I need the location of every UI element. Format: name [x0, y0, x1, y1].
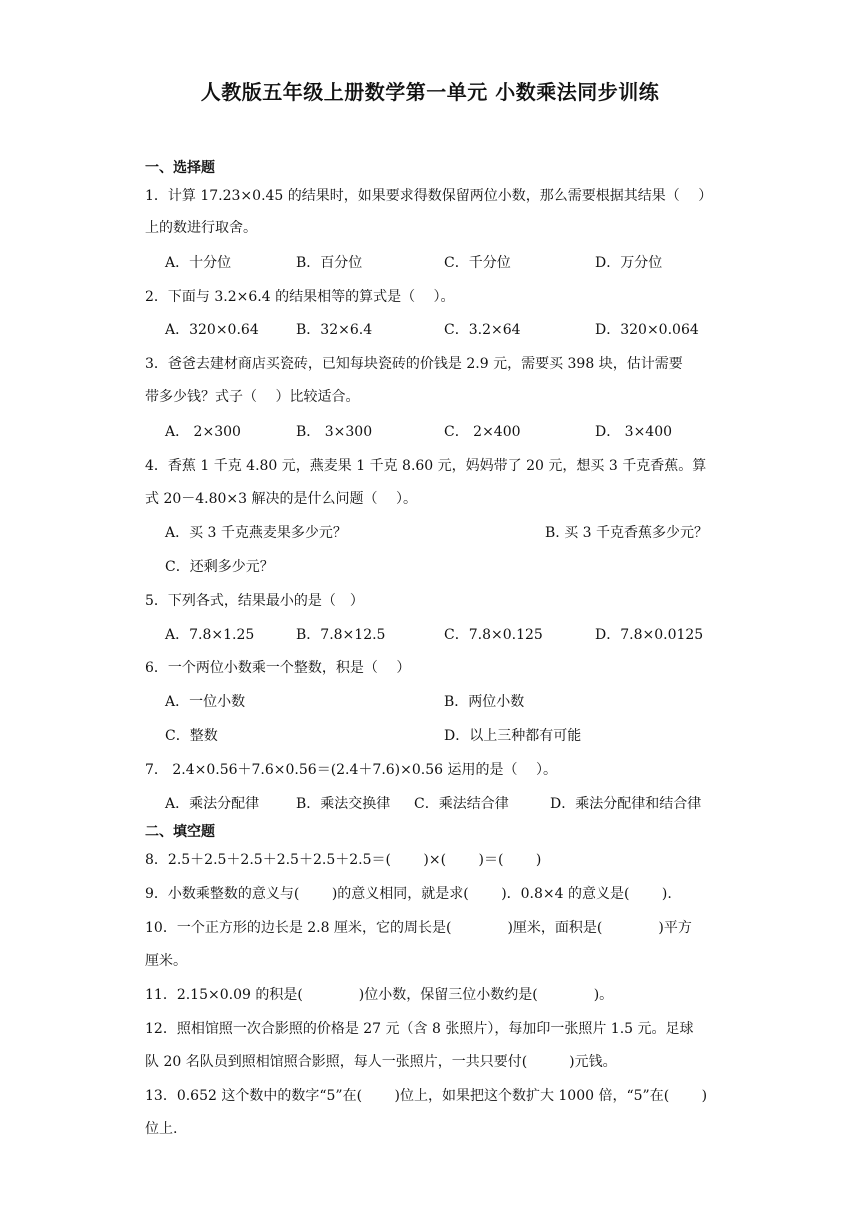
q4-option-a: A．买 3 千克燕麦果多少元？ [165, 525, 347, 541]
q6-option-b: B．两位小数 [444, 694, 525, 710]
q2-option-b: B．32×6.4 [296, 322, 373, 338]
q6-option-a: A．一位小数 [165, 694, 246, 710]
q1-option-a: A．十分位 [165, 255, 232, 271]
question-3-text: 3．爸爸去建材商店买瓷砖，已知每块瓷砖的价钱是 2.9 元，需要买 398 块，估计需要 [145, 356, 683, 372]
question-5-text: 5．下列各式，结果最小的是（ ） [145, 593, 364, 609]
question-2-text: 2．下面与 3.2×6.4 的结果相等的算式是（ ）。 [145, 289, 455, 305]
question-13-text: 13．0.652 这个数中的数字“5”在( )位上，如果把这个数扩大 1000 倍，“5”在( ) [145, 1088, 708, 1104]
question-6-text: 6．一个两位小数乘一个整数，积是（ ） [145, 660, 411, 676]
page-title: 人教版五年级上册数学第一单元 小数乘法同步训练 [200, 80, 660, 104]
q2-option-c: C．3.2×64 [444, 322, 521, 338]
question-11-text: 11．2.15×0.09 的积是( )位小数，保留三位小数约是( )。 [145, 987, 614, 1003]
question-7-text: 7． 2.4×0.56＋7.6×0.56＝(2.4＋7.6)×0.56 运用的是（ ）。 [145, 762, 557, 778]
q4-option-b: B. 买 3 千克香蕉多少元？ [545, 525, 708, 541]
section-heading-choice: 一、选择题 [145, 160, 215, 176]
question-1-text-cont: 上的数进行取舍。 [145, 220, 257, 236]
q1-option-d: D．万分位 [595, 255, 663, 271]
question-13-text-cont: 位上. [145, 1121, 178, 1137]
q5-option-c: C．7.8×0.125 [444, 627, 543, 643]
q4-option-c: C．还剩多少元？ [165, 559, 274, 575]
q5-option-a: A．7.8×1.25 [165, 627, 255, 643]
q7-option-c: C．乘法结合律 [414, 796, 509, 812]
q3-option-b: B． 3×300 [296, 424, 373, 440]
question-8-text: 8．2.5＋2.5＋2.5＋2.5＋2.5＋2.5＝( )×( )＝( ) [145, 852, 542, 868]
q6-option-d: D．以上三种都有可能 [444, 728, 582, 744]
q3-option-c: C． 2×400 [444, 424, 521, 440]
q1-option-b: B．百分位 [296, 255, 363, 271]
q7-option-b: B．乘法交换律 [296, 796, 391, 812]
question-12-text-cont: 队 20 名队员到照相馆照合影照，每人一张照片，一共只要付( )元钱。 [145, 1054, 617, 1070]
q1-option-c: C．千分位 [444, 255, 511, 271]
q2-option-a: A．320×0.64 [165, 322, 259, 338]
q6-option-c: C．整数 [165, 728, 218, 744]
question-1-text: 1．计算 17.23×0.45 的结果时，如果要求得数保留两位小数，那么需要根据其结果（ ） [145, 188, 713, 204]
q3-option-a: A． 2×300 [165, 424, 241, 440]
question-4-text-cont: 式 20－4.80×3 解决的是什么问题（ ）。 [145, 491, 417, 507]
question-4-text: 4．香蕉 1 千克 4.80 元，燕麦果 1 千克 8.60 元，妈妈带了 20 元，想买 3 千克香蕉。算 [145, 458, 707, 474]
q3-option-d: D． 3×400 [595, 424, 673, 440]
q5-option-b: B．7.8×12.5 [296, 627, 386, 643]
q7-option-d: D．乘法分配律和结合律 [550, 796, 702, 812]
section-heading-fill: 二、填空题 [145, 824, 215, 840]
q5-option-d: D．7.8×0.0125 [595, 627, 704, 643]
question-9-text: 9．小数乘整数的意义与( )的意义相同，就是求( )．0.8×4 的意义是( ). [145, 886, 672, 902]
question-10-text-cont: 厘米。 [145, 953, 187, 969]
question-12-text: 12．照相馆照一次合影照的价格是 27 元（含 8 张照片），每加印一张照片 1.5 元。足球 [145, 1021, 694, 1037]
question-3-text-cont: 带多少钱？式子（ ）比较适合。 [145, 389, 360, 405]
question-10-text: 10．一个正方形的边长是 2.8 厘米，它的周长是( )厘米，面积是( )平方 [145, 920, 692, 936]
q7-option-a: A．乘法分配律 [165, 796, 260, 812]
q2-option-d: D．320×0.064 [595, 322, 699, 338]
